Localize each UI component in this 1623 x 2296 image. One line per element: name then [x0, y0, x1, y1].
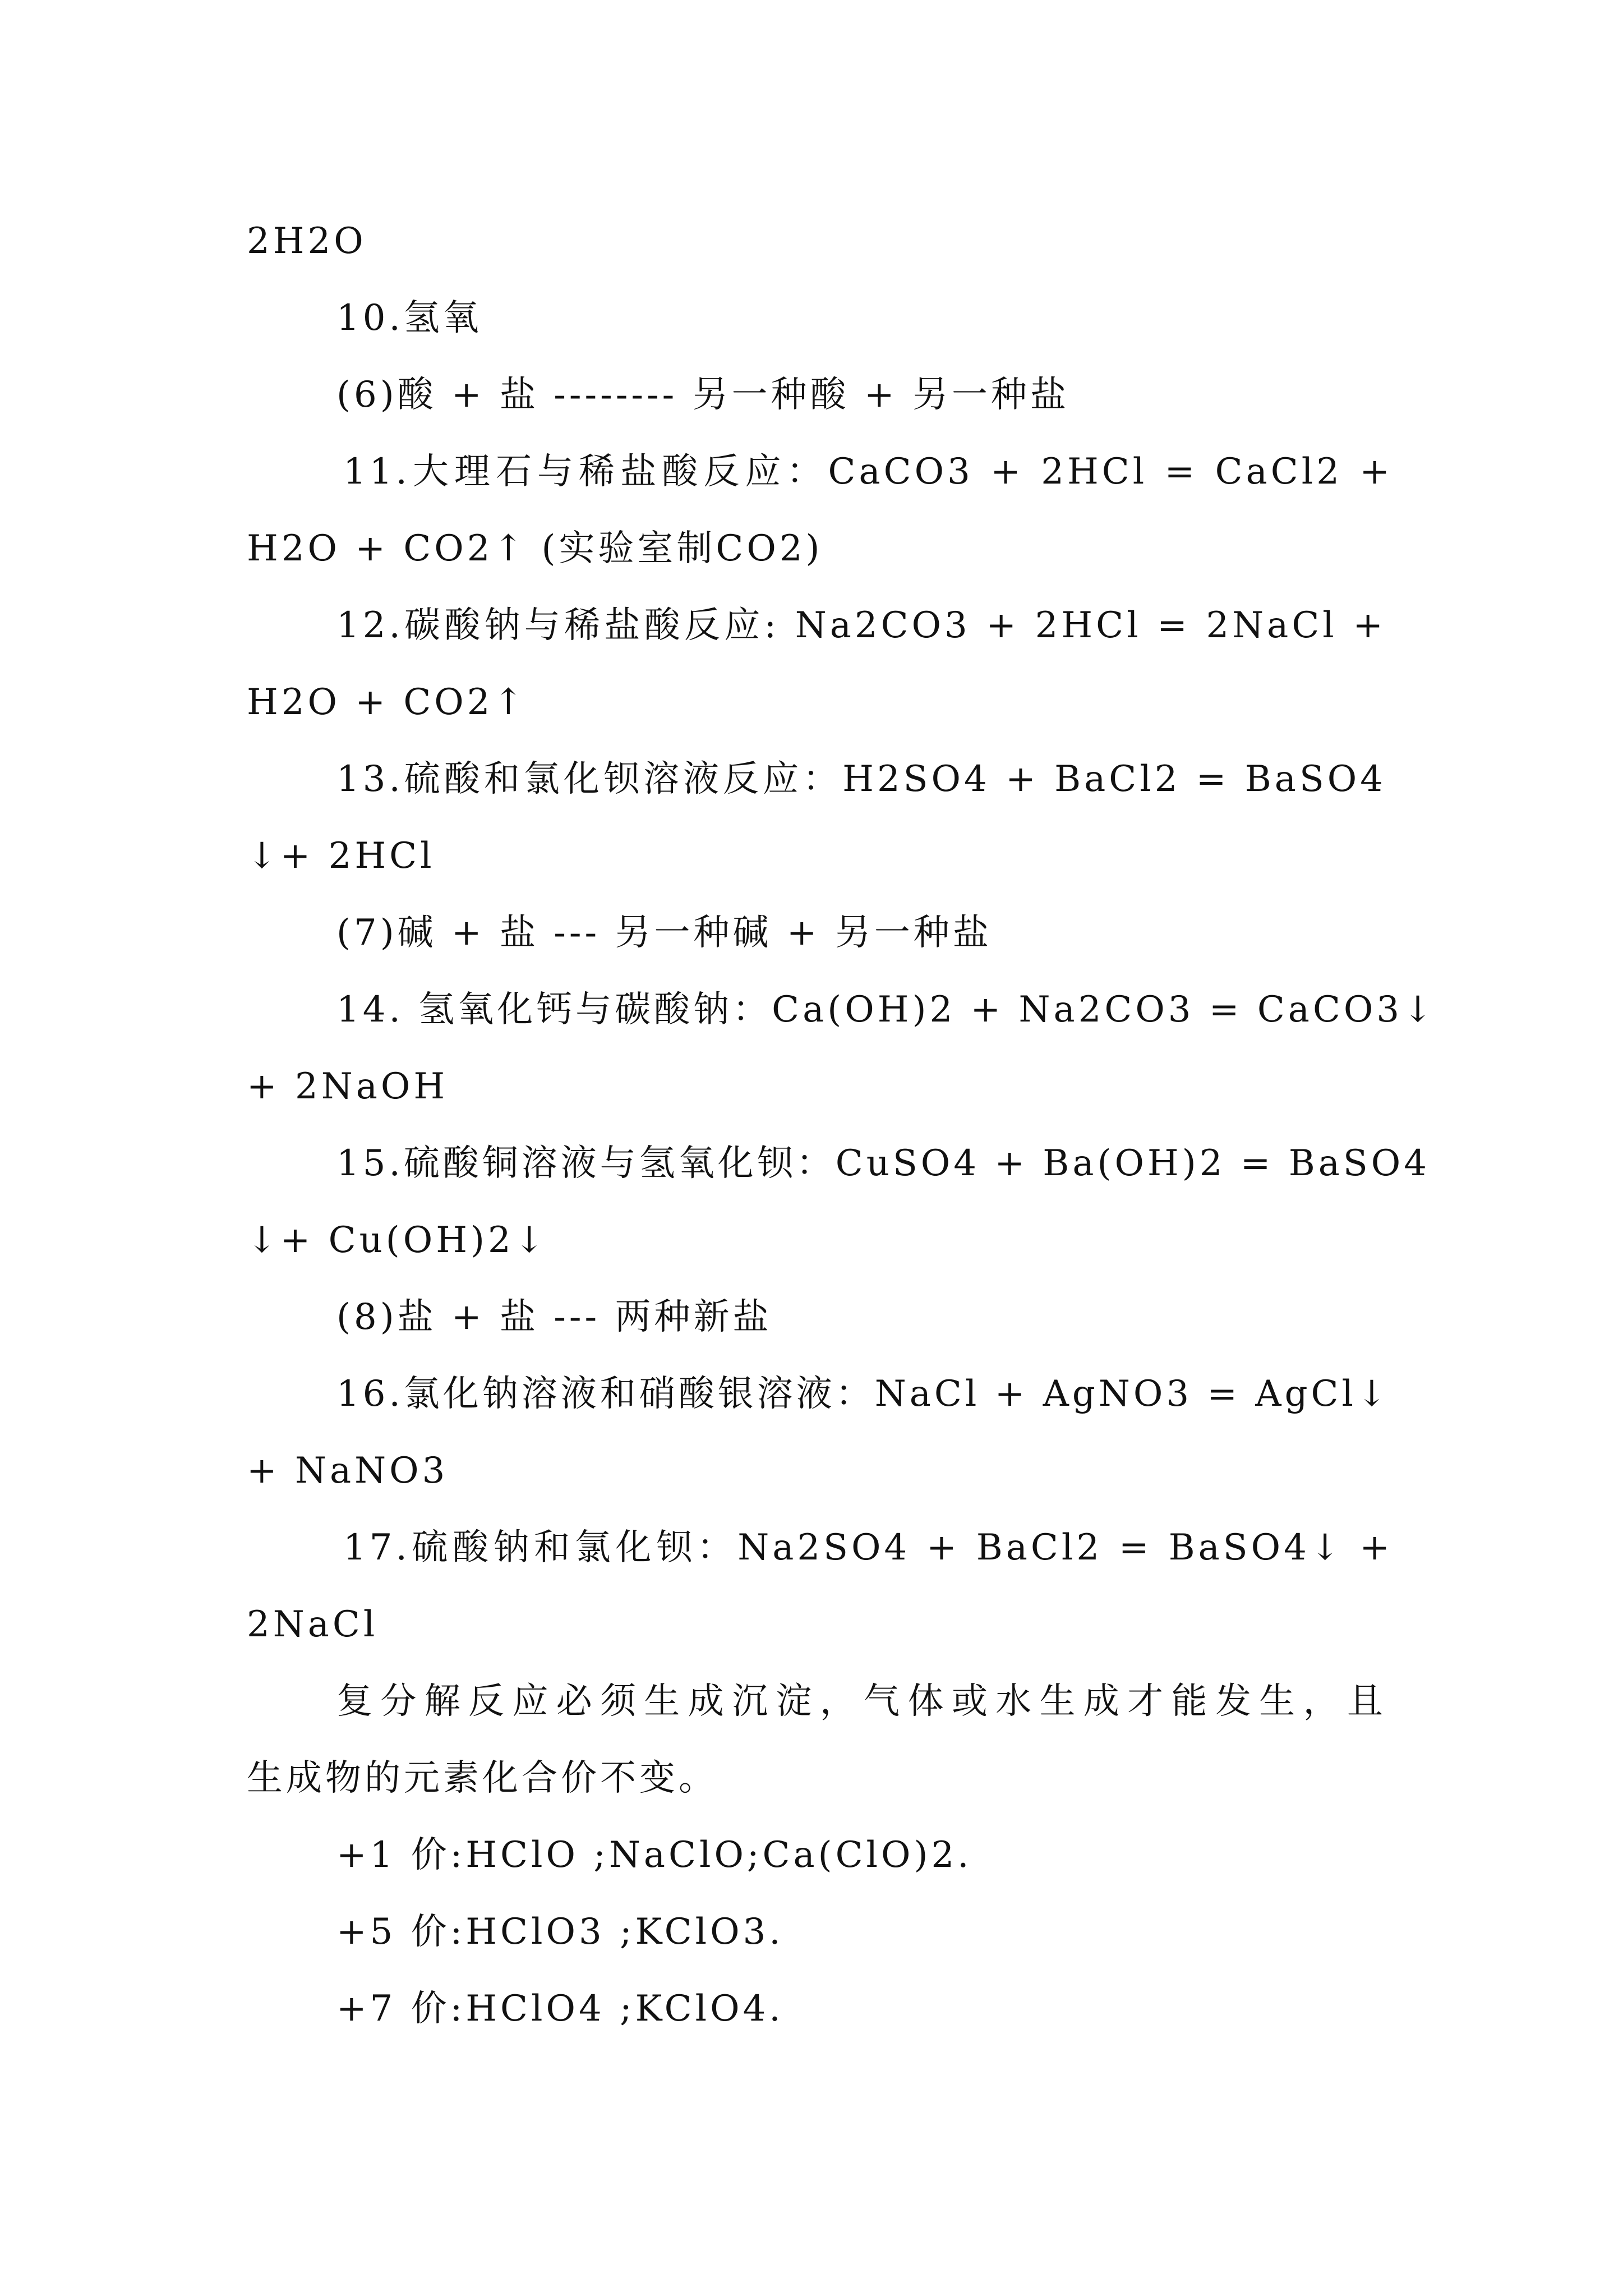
- section-heading-salt-salt: (8)盐 + 盐 --- 两种新盐: [336, 1296, 772, 1338]
- equation-17-line-1: 17.硫酸钠和氯化钡：Na2SO4 + BaCl2 = BaSO4↓ +: [343, 1527, 1393, 1568]
- equation-12-line-2: H2O + CO2↑: [247, 682, 527, 723]
- rule-line-2: 生成物的元素化合价不变。: [247, 1757, 718, 1799]
- equation-13-line-1: 13.硫酸和氯化钡溶液反应：H2SO4 + BaCl2 = BaSO4: [336, 758, 1386, 800]
- equation-11-line-1: 11.大理石与稀盐酸反应：CaCO3 + 2HCl = CaCl2 +: [343, 451, 1393, 493]
- rule-line-1: 复分解反应必须生成沉淀，气体或水生成才能发生，且: [336, 1681, 1386, 1722]
- valence-plus-1: +1 价:HClO ;NaClO;Ca(ClO)2.: [336, 1834, 972, 1876]
- section-heading-base-salt: (7)碱 + 盐 --- 另一种碱 + 另一种盐: [336, 912, 992, 954]
- equation-14-line-1: 14. 氢氧化钙与碳酸钠：Ca(OH)2 + Na2CO3 = CaCO3↓: [336, 989, 1436, 1030]
- equation-15-line-2: ↓+ Cu(OH)2↓: [247, 1220, 548, 1261]
- section-heading-acid-salt: (6)酸 + 盐 -------- 另一种酸 + 另一种盐: [336, 374, 1069, 416]
- line-2: 10.氢氧: [336, 297, 482, 339]
- equation-15-line-1: 15.硫酸铜溶液与氢氧化钡：CuSO4 + Ba(OH)2 = BaSO4: [336, 1143, 1430, 1184]
- equation-16-line-2: + NaNO3: [247, 1450, 449, 1492]
- line-1: 2H2O: [247, 220, 367, 262]
- valence-plus-5: +5 价:HClO3 ;KClO3.: [336, 1911, 784, 1953]
- valence-plus-7: +7 价:HClO4 ;KClO4.: [336, 1988, 784, 2030]
- equation-12-line-1: 12.碳酸钠与稀盐酸反应: Na2CO3 + 2HCl = 2NaCl +: [336, 605, 1386, 646]
- equation-16-line-1: 16.氯化钠溶液和硝酸银溶液：NaCl + AgNO3 = AgCl↓: [336, 1373, 1390, 1415]
- equation-14-line-2: + 2NaOH: [247, 1066, 449, 1107]
- equation-13-line-2: ↓+ 2HCl: [247, 835, 435, 877]
- equation-11-line-2: H2O + CO2↑ (实验室制CO2): [247, 528, 823, 569]
- equation-17-line-2: 2NaCl: [247, 1604, 379, 1645]
